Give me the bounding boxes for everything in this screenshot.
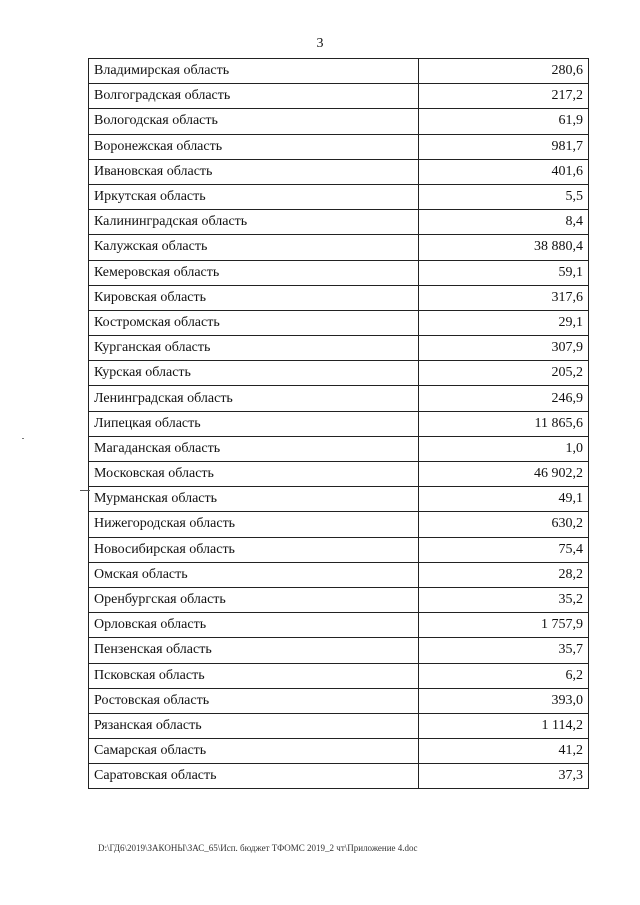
region-name-cell: Магаданская область (89, 436, 419, 461)
amount-cell: 41,2 (419, 739, 589, 764)
table-row (89, 285, 589, 310)
table-row (89, 436, 589, 461)
amount-cell: 317,6 (419, 285, 589, 310)
region-name-cell: Липецкая область (89, 411, 419, 436)
table-row (89, 59, 589, 84)
region-name-cell: Ростовская область (89, 688, 419, 713)
page-number: 3 (316, 36, 324, 51)
table-row (89, 386, 589, 411)
amount-cell: 37,3 (419, 764, 589, 789)
regions-table (88, 58, 589, 789)
region-name-cell: Пензенская область (89, 638, 419, 663)
region-name-cell: Костромская область (89, 310, 419, 335)
amount-cell: 49,1 (419, 487, 589, 512)
amount-cell: 246,9 (419, 386, 589, 411)
amount-cell: 205,2 (419, 361, 589, 386)
table-row (89, 688, 589, 713)
amount-cell: 75,4 (419, 537, 589, 562)
amount-cell: 6,2 (419, 663, 589, 688)
table-row (89, 512, 589, 537)
table-row (89, 134, 589, 159)
table-row (89, 764, 589, 789)
amount-cell: 1 114,2 (419, 713, 589, 738)
amount-cell: 11 865,6 (419, 411, 589, 436)
regions-table-body (89, 59, 589, 789)
amount-cell: 393,0 (419, 688, 589, 713)
region-name-cell: Иркутская область (89, 184, 419, 209)
region-name-cell: Курганская область (89, 336, 419, 361)
table-row (89, 210, 589, 235)
table-row (89, 638, 589, 663)
amount-cell: 35,2 (419, 587, 589, 612)
region-name-cell: Нижегородская область (89, 512, 419, 537)
table-row (89, 537, 589, 562)
amount-cell: 5,5 (419, 184, 589, 209)
amount-cell: 29,1 (419, 310, 589, 335)
table-row (89, 310, 589, 335)
table-row (89, 487, 589, 512)
amount-cell: 401,6 (419, 159, 589, 184)
region-name-cell: Орловская область (89, 613, 419, 638)
amount-cell: 1 757,9 (419, 613, 589, 638)
region-name-cell: Оренбургская область (89, 587, 419, 612)
amount-cell: 280,6 (419, 59, 589, 84)
amount-cell: 981,7 (419, 134, 589, 159)
amount-cell: 46 902,2 (419, 462, 589, 487)
table-row (89, 587, 589, 612)
table-row (89, 109, 589, 134)
amount-cell: 8,4 (419, 210, 589, 235)
table-row (89, 235, 589, 260)
region-name-cell: Ленинградская область (89, 386, 419, 411)
region-name-cell: Мурманская область (89, 487, 419, 512)
table-row (89, 84, 589, 109)
amount-cell: 59,1 (419, 260, 589, 285)
region-name-cell: Владимирская область (89, 59, 419, 84)
amount-cell: 307,9 (419, 336, 589, 361)
amount-cell: 61,9 (419, 109, 589, 134)
margin-mark (80, 490, 90, 491)
table-row (89, 159, 589, 184)
amount-cell: 217,2 (419, 84, 589, 109)
scan-speck (22, 438, 24, 439)
table-row (89, 739, 589, 764)
file-path-footer: D:\ГД6\2019\ЗАКОНЫ\ЗАС_65\Исп. бюджет ТФОМС 2019_2 чт\Приложение 4.doc (98, 843, 418, 853)
region-name-cell: Московская область (89, 462, 419, 487)
region-name-cell: Новосибирская область (89, 537, 419, 562)
region-name-cell: Самарская область (89, 739, 419, 764)
table-row (89, 462, 589, 487)
region-name-cell: Ивановская область (89, 159, 419, 184)
table-row (89, 713, 589, 738)
amount-cell: 38 880,4 (419, 235, 589, 260)
region-name-cell: Калужская область (89, 235, 419, 260)
region-name-cell: Курская область (89, 361, 419, 386)
table-row (89, 336, 589, 361)
table-row (89, 361, 589, 386)
amount-cell: 630,2 (419, 512, 589, 537)
region-name-cell: Волгоградская область (89, 84, 419, 109)
amount-cell: 28,2 (419, 562, 589, 587)
table-row (89, 663, 589, 688)
region-name-cell: Воронежская область (89, 134, 419, 159)
amount-cell: 1,0 (419, 436, 589, 461)
region-name-cell: Вологодская область (89, 109, 419, 134)
region-name-cell: Кемеровская область (89, 260, 419, 285)
table-row (89, 260, 589, 285)
region-name-cell: Калининградская область (89, 210, 419, 235)
table-row (89, 411, 589, 436)
region-name-cell: Рязанская область (89, 713, 419, 738)
table-row (89, 613, 589, 638)
region-name-cell: Саратовская область (89, 764, 419, 789)
table-row (89, 562, 589, 587)
region-name-cell: Омская область (89, 562, 419, 587)
amount-cell: 35,7 (419, 638, 589, 663)
table-row (89, 184, 589, 209)
region-name-cell: Псковская область (89, 663, 419, 688)
region-name-cell: Кировская область (89, 285, 419, 310)
